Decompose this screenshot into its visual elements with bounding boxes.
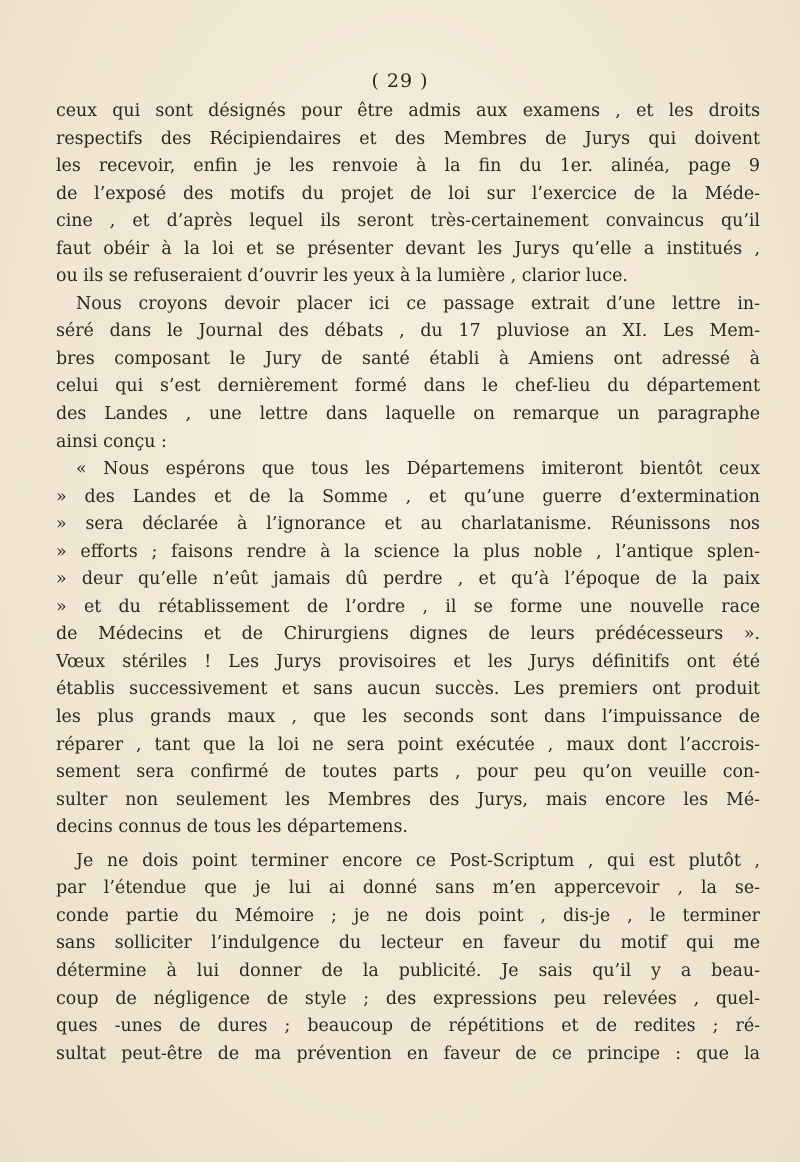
text-line: bres composant le Jury de santé établi à Amiens ont adressé à: [56, 348, 760, 369]
text-line: sulter non seulement les Membres des Jurys, mais encore les Mé-: [56, 789, 760, 810]
text-line: coup de négligence de style ; des expressions peu relevées , quel-: [56, 988, 760, 1009]
text-line: » sera déclarée à l’ignorance et au charlatanisme. Réunissons nos: [56, 514, 760, 535]
body-text: [56, 98, 760, 1068]
text-line: ceux qui sont désignés pour être admis aux examens , et les droits: [56, 101, 760, 121]
text-line: sement sera confirmé de toutes parts , pour peu qu’on veuille con-: [56, 762, 760, 783]
text-line: de Médecins et de Chirurgiens dignes de leurs prédécesseurs ».: [56, 624, 760, 645]
text-line: celui qui s’est dernièrement formé dans le chef-lieu du département: [56, 376, 760, 397]
text-line: « Nous espérons que tous les Départemens imiteront bientôt ceux: [76, 459, 760, 480]
text-line: les recevoir, enfin je les renvoie à la fin du 1er. alinéa, page 9: [56, 156, 760, 177]
text-line: les plus grands maux , que les seconds sont dans l’impuissance de: [56, 707, 760, 728]
text-line: ques -unes de dures ; beaucoup de répétitions et de redites ; ré-: [56, 1016, 760, 1037]
text-line: decins connus de tous les départemens.: [56, 817, 408, 838]
text-line: Vœux stériles ! Les Jurys provisoires et les Jurys définitifs ont été: [56, 651, 760, 672]
text-line: séré dans le Journal des débats , du 17 pluviose an XI. Les Mem-: [56, 321, 760, 342]
text-line: sans solliciter l’indulgence du lecteur en faveur du motif qui me: [56, 933, 760, 954]
text-line: détermine à lui donner de la publicité. Je sais qu’il y a beau-: [56, 960, 760, 981]
text-line: » des Landes et de la Somme , et qu’une guerre d’extermination: [56, 486, 760, 507]
text-line: ou ils se refuseraient d’ouvrir les yeux à la lumière , clarior luce.: [56, 266, 628, 287]
text-line: de l’exposé des motifs du projet de loi sur l’exercice de la Méde-: [56, 183, 760, 204]
text-line: par l’étendue que je lui ai donné sans m’en appercevoir , la se-: [56, 878, 760, 899]
text-line: conde partie du Mémoire ; je ne dois point , dis-je , le terminer: [56, 905, 760, 926]
text-line: établis successivement et sans aucun succès. Les premiers ont produit: [56, 679, 760, 700]
text-line: Je ne dois point terminer encore ce Post-Scriptum , qui est plutôt ,: [76, 850, 760, 871]
text-line: sultat peut-être de ma prévention en faveur de ce principe : que la: [56, 1043, 760, 1064]
text-line: » efforts ; faisons rendre à la science la plus noble , l’antique splen-: [56, 541, 760, 562]
text-line: » et du rétablissement de l’ordre , il se forme une nouvelle race: [56, 596, 760, 617]
text-line: » deur qu’elle n’eût jamais dû perdre , et qu’à l’époque de la paix: [56, 569, 760, 590]
text-line: faut obéir à la loi et se présenter devant les Jurys qu’elle a institués ,: [56, 238, 760, 259]
page-number: ( 29 ): [371, 70, 429, 92]
text-line: des Landes , une lettre dans laquelle on remarque un paragraphe: [56, 404, 760, 425]
text-line: réparer , tant que la loi ne sera point exécutée , maux dont l’accrois-: [56, 734, 760, 755]
text-line: ainsi conçu :: [56, 431, 167, 452]
text-line: cine , et d’après lequel ils seront très-certainement convaincus qu’il: [56, 211, 760, 232]
text-line: Nous croyons devoir placer ici ce passage extrait d’une lettre in-: [76, 293, 760, 314]
text-line: respectifs des Récipiendaires et des Membres de Jurys qui doivent: [56, 128, 760, 149]
